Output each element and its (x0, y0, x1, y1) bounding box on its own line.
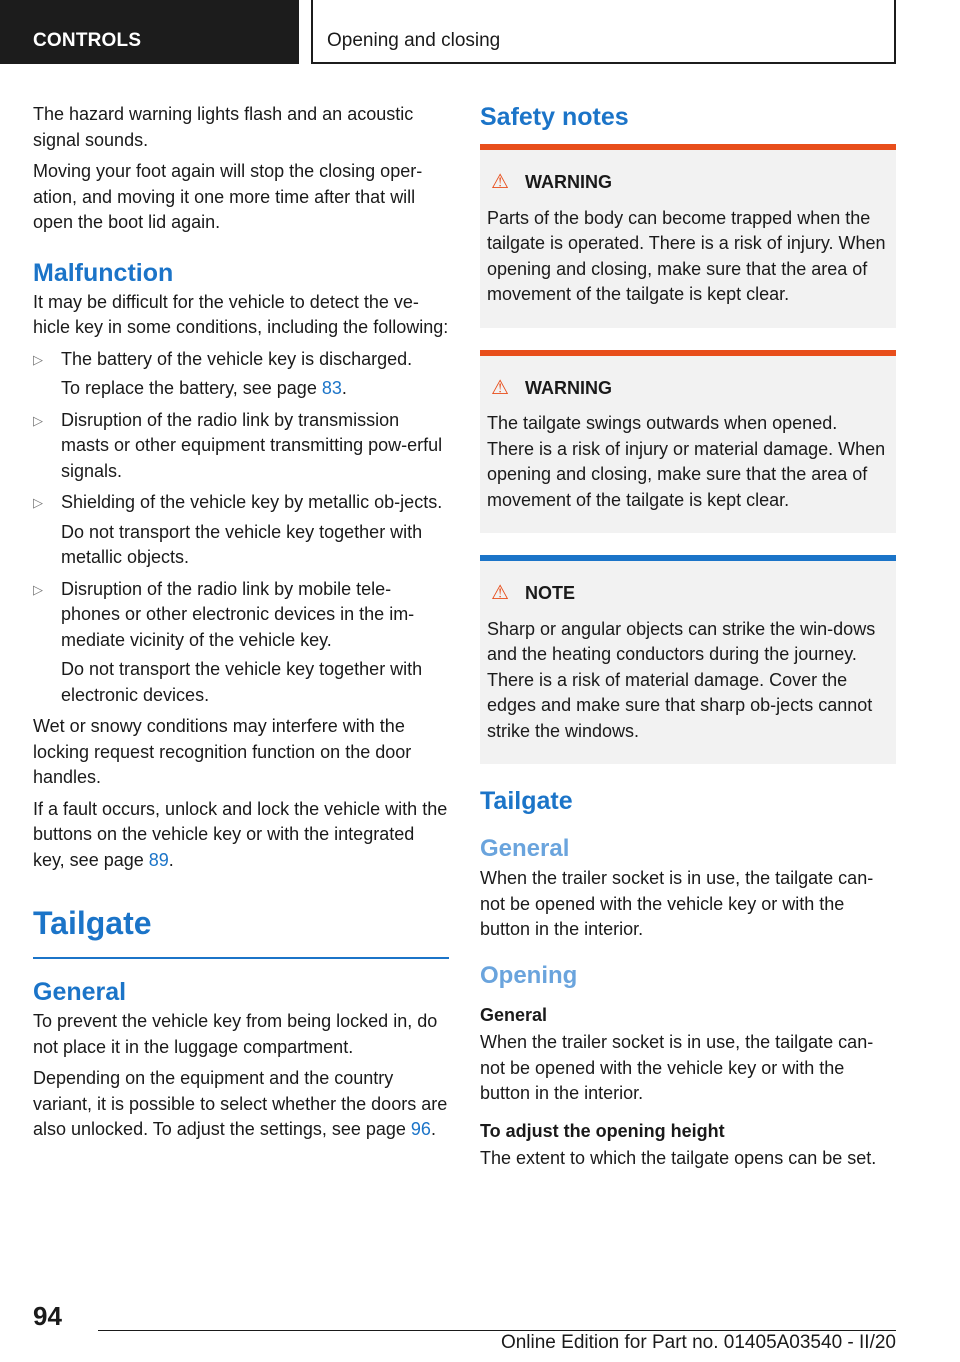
list-item: ▷ Disruption of the radio link by transmission masts or other equipment transmitting pow-erful signals. (33, 409, 443, 481)
opening-subheading: Opening (480, 961, 578, 989)
warning-triangle-icon: ⚠ (491, 171, 509, 193)
triangle-bullet-icon: ▷ (33, 495, 43, 510)
malfunction-intro: It may be difficult for the vehicle to detect the ve-hicle key in some conditions, including the following: (33, 291, 449, 337)
heading-rule (33, 957, 449, 959)
page-link-83[interactable]: 83 (321, 378, 342, 398)
list-item: ▷ The battery of the vehicle key is discharged. To replace the battery, see page 83. (33, 348, 413, 398)
note-box: ⚠ NOTE Sharp or angular objects can strike the win-dows and the heating conductors during the journey. There is a risk of material damage. Cover the edges and make sure that sharp ob-jects cannot strike the windows. (480, 555, 896, 764)
page-number: 94 (33, 1301, 62, 1331)
triangle-bullet-icon: ▷ (33, 351, 43, 367)
triangle-bullet-icon: ▷ (33, 412, 43, 428)
opening-body: When the trailer socket is in use, the tailgate can-not be opened with the vehicle key or with the button in the interior. (480, 1032, 874, 1103)
wet-conditions-paragraph: Wet or snowy conditions may interfere with the locking request recognition function on the door handles. (33, 716, 412, 787)
page-header (0, 0, 960, 66)
warning-box-2: ⚠ WARNING The tailgate swings outwards when opened. There is a risk of injury or material damage. When opening and closing, make sure that the area of movement of the tailgate is kept clear. (480, 350, 896, 534)
adjust-height-heading: To adjust the opening height (480, 1120, 725, 1141)
malfunction-list (33, 347, 449, 709)
footer-rule (98, 1330, 896, 1331)
warning-box-1: ⚠ WARNING Parts of the body can become trapped when the tailgate is operated. There is a risk of injury. When opening and closing, make sure that the area of movement of the tailgate is kept clear. (480, 144, 896, 328)
right-column (480, 102, 896, 1178)
triangle-bullet-icon: ▷ (33, 581, 43, 597)
adjust-height-body: The extent to which the tailgate opens can be set. (480, 1148, 877, 1168)
page-link-96[interactable]: 96 (410, 1119, 431, 1139)
intro-paragraph-2: Moving your foot again will stop the closing oper-ation, and moving it one more time after that will open the boot lid again. (33, 161, 423, 232)
page-link-89[interactable]: 89 (148, 849, 169, 870)
safety-notes-heading: Safety notes (480, 103, 629, 131)
intro-paragraph-1: The hazard warning lights flash and an acoustic signal sounds. (33, 104, 414, 150)
general-subheading: General (480, 835, 570, 862)
tailgate-major-heading: Tailgate (33, 905, 152, 941)
left-column (33, 102, 449, 1149)
section-label: CONTROLS (0, 0, 299, 64)
list-item: ▷ Disruption of the radio link by mobile tele-phones or other electronic devices in the im-mediate vicinity of the vehicle key. Do not transport the vehicle key together with electronic devices. (33, 578, 423, 705)
warning-triangle-icon: ⚠ (491, 582, 509, 604)
opening-general-heading: General (480, 1004, 548, 1025)
general-body: When the trailer socket is in use, the tailgate can-not be opened with the vehicle key or with the button in the interior. (480, 868, 874, 939)
general-paragraph-1: To prevent the vehicle key from being locked in, do not place it in the luggage compartment. (33, 1011, 438, 1057)
tailgate-heading: Tailgate (480, 787, 573, 815)
edition-text: Online Edition for Part no. 01405A03540 - II/20 (500, 1332, 896, 1353)
warning-triangle-icon: ⚠ (491, 376, 509, 399)
general-heading: General (33, 978, 127, 1006)
general-paragraph-2: Depending on the equipment and the country variant, it is possible to select whether the doors are also unlocked. To adjust the settings, see page 96. (33, 1068, 448, 1139)
malfunction-heading: Malfunction (33, 258, 174, 287)
list-item: ▷ Shielding of the vehicle key by metallic ob-jects. Do not transport the vehicle key together with metallic objects. (33, 492, 443, 567)
fault-paragraph: If a fault occurs, unlock and lock the vehicle with the buttons on the vehicle key or with the integrated key, see page 89. (33, 798, 448, 870)
chapter-label: Opening and closing (311, 0, 896, 64)
